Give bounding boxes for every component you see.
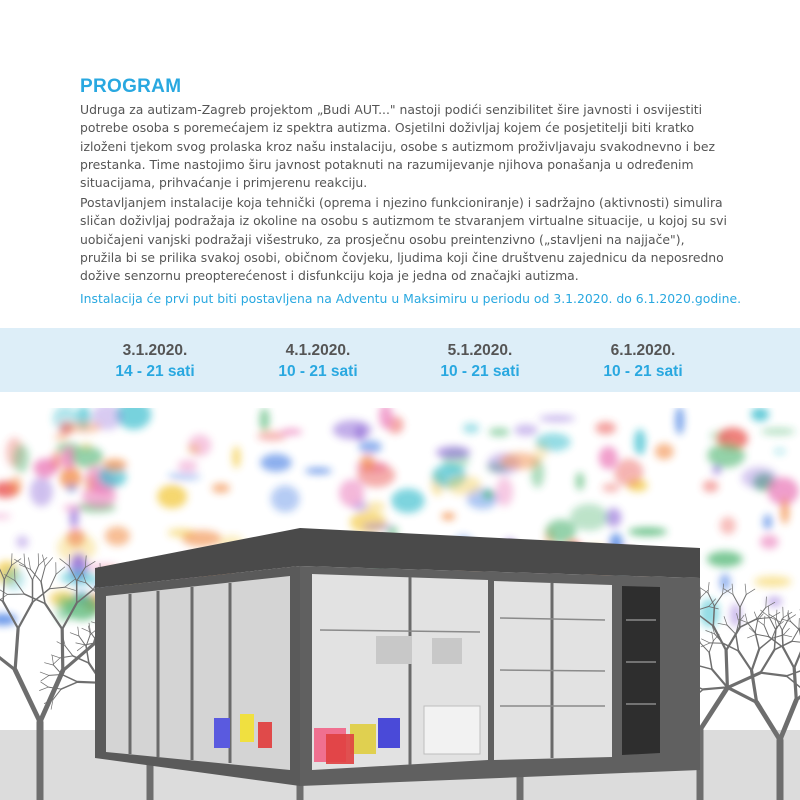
schedule-date: 4.1.2020.: [285, 342, 351, 359]
schedule-date: 6.1.2020.: [610, 342, 676, 359]
glass-pavilion: [95, 528, 700, 786]
schedule-date: 3.1.2020.: [122, 342, 188, 359]
installation-dates-note: Instalacija će prvi put biti postavljena na Adventu u Maksimiru u periodu od 3.1.2020. do 6.1.2020.godine.: [80, 291, 742, 306]
schedule-hours: 10 - 21 sati: [440, 363, 520, 380]
schedule-day: [583, 341, 703, 382]
schedule-day: [95, 341, 215, 382]
schedule-date: 5.1.2020.: [447, 342, 513, 359]
schedule-hours: 10 - 21 sati: [278, 363, 358, 380]
pavilion-illustration: [0, 408, 800, 800]
installation-paragraph: Postavljanjem instalacije koja tehnički (oprema i njezino funkcioniranje) i sadržajno (aktivnosti) simulira sličan doživljaj podražaja iz okoline na osobu s autizmom te stvaranjem virtualne situacije, u kojoj su svi uobičajeni vanjski podražaji višestruko, za prosječnu osobu preintenzivno („stavljeni na najjače"), pružila bi se prilika svakoj osobi, običnom čovjeku, ljudima koji čine društvenu zajednicu da neposredno dožive senzornu preopterećenost i disfunkciju koja je jedna od značajki autizma.: [80, 195, 727, 284]
intro-paragraph: Udruga za autizam-Zagreb projektom „Budi AUT..." nastoji podići senzibilitet šire javnosti i osvijestiti potrebe osoba s poremećajem iz spektra autizma. Osjetilni doživljaj kojem će posjetitelji biti kratko izloženi tjekom svog prolaska kroz našu instalaciju, osobe s autizmom proživljavaju svakodnevno i bez prestanka. Time nastojimo širu javnost potaknuti na razumijevanje njihova ponašanja u određenim situacijama, prihvaćanje i primjerenu reakciju.: [80, 102, 716, 191]
schedule-band: [0, 328, 800, 392]
schedule-hours: 14 - 21 sati: [115, 363, 195, 380]
schedule-day: [420, 341, 540, 382]
schedule-day: [258, 341, 378, 382]
schedule-hours: 10 - 21 sati: [603, 363, 683, 380]
program-heading: PROGRAM: [80, 76, 182, 97]
